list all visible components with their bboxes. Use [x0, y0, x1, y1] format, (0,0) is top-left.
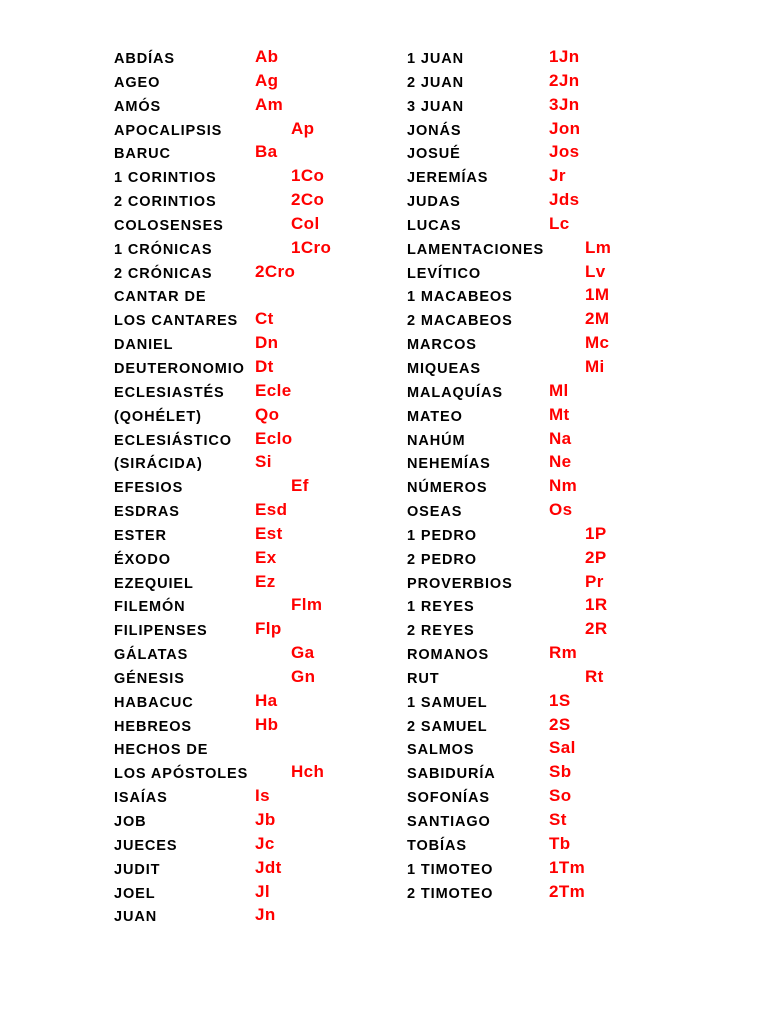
book-abbreviation: Dt — [255, 356, 274, 376]
book-name: GÁLATAS — [114, 647, 189, 664]
book-name: 1 PEDRO — [407, 527, 477, 544]
book-name: 2 PEDRO — [407, 551, 477, 568]
book-name: AMÓS — [114, 98, 162, 115]
book-name: 2 JUAN — [407, 74, 464, 91]
book-abbreviation: Mi — [585, 356, 605, 376]
book-abbreviation: 2Jn — [549, 70, 580, 90]
book-name: NEHEMÍAS — [407, 456, 491, 473]
book-name: 2 CORINTIOS — [114, 194, 217, 211]
book-abbreviation: 2M — [585, 309, 610, 329]
book-abbreviation: Ef — [291, 476, 309, 496]
book-abbreviation: Hb — [255, 714, 279, 734]
book-name: 1 MACABEOS — [407, 289, 513, 306]
book-abbreviation: 1M — [585, 285, 610, 305]
book-abbreviation: Rm — [549, 643, 578, 663]
book-abbreviation: Ab — [255, 47, 279, 66]
book-abbreviation: Jb — [255, 810, 276, 829]
book-name: FILIPENSES — [114, 623, 208, 640]
book-abbreviation: Si — [255, 452, 272, 472]
book-name: DANIEL — [114, 337, 174, 354]
book-name: JUDIT — [114, 861, 161, 878]
book-abbreviation: Col — [291, 213, 320, 233]
book-name: JUAN — [114, 909, 158, 926]
book-name: JOEL — [114, 885, 156, 902]
book-name: TOBÍAS — [407, 837, 467, 854]
book-abbreviation: Mt — [549, 404, 570, 424]
book-name: JUECES — [114, 837, 178, 854]
book-abbreviation: Gn — [291, 666, 316, 686]
book-name: 2 TIMOTEO — [407, 885, 494, 902]
book-abbreviation: Jdt — [255, 857, 282, 877]
book-name: RUT — [407, 670, 440, 687]
book-abbreviation: Lv — [585, 261, 606, 281]
book-abbreviation: 1Co — [291, 166, 325, 186]
book-abbreviation: Ap — [291, 118, 315, 138]
book-abbreviation: Ct — [255, 309, 274, 329]
book-abbreviation: Os — [549, 500, 573, 520]
book-abbreviation: Jn — [255, 905, 276, 925]
book-abbreviation: 1P — [585, 523, 607, 543]
book-name: 2 SAMUEL — [407, 718, 488, 735]
book-abbreviation: Flp — [255, 619, 282, 639]
book-name: LOS CANTARES — [114, 313, 239, 330]
book-name: ABDÍAS — [114, 51, 175, 67]
book-name: HABACUC — [114, 694, 194, 711]
book-name: NÚMEROS — [407, 480, 488, 497]
book-name: LEVÍTICO — [407, 265, 482, 282]
book-abbreviation: Mc — [585, 333, 610, 353]
book-abbreviation: Ag — [255, 70, 279, 90]
book-name: ESTER — [114, 527, 167, 544]
book-abbreviation: 2Tm — [549, 881, 586, 901]
book-name: 3 JUAN — [407, 98, 464, 115]
book-abbreviation: 2Co — [291, 190, 325, 210]
book-name: GÉNESIS — [114, 670, 185, 687]
book-name: APOCALIPSIS — [114, 122, 223, 139]
book-name: 1 REYES — [407, 599, 475, 616]
book-name: 2 REYES — [407, 623, 475, 640]
book-name: EZEQUIEL — [114, 575, 194, 592]
book-abbreviation: Pr — [585, 571, 604, 591]
book-abbreviation: Ha — [255, 690, 278, 710]
book-abbreviation: 1Cro — [291, 237, 332, 257]
book-abbreviation: Jds — [549, 190, 580, 210]
book-abbreviation: Is — [255, 786, 270, 806]
book-name: ECLESIASTÉS — [114, 384, 225, 401]
book-abbreviation: Ba — [255, 142, 278, 162]
book-name: ISAÍAS — [114, 790, 168, 807]
book-name: (QOHÉLET) — [114, 408, 202, 425]
book-abbreviation: Jl — [255, 881, 270, 901]
book-name: LAMENTACIONES — [407, 241, 545, 258]
book-abbreviation: Hch — [291, 762, 325, 782]
book-name: BARUC — [114, 146, 171, 163]
book-abbreviation: Am — [255, 94, 284, 114]
book-abbreviation: Ga — [291, 643, 315, 663]
book-name: SALMOS — [407, 742, 475, 759]
book-abbreviation: Esd — [255, 500, 288, 520]
book-abbreviation: Jon — [549, 118, 581, 138]
book-name: (SIRÁCIDA) — [114, 456, 203, 473]
book-abbreviation: Jos — [549, 142, 580, 162]
book-name: ÉXODO — [114, 551, 171, 568]
book-name: 1 CRÓNICAS — [114, 241, 213, 258]
book-name: JOB — [114, 814, 147, 830]
book-name: LUCAS — [407, 217, 462, 234]
book-name: SABIDURÍA — [407, 766, 496, 783]
book-abbreviation: Sb — [549, 762, 572, 782]
book-abbreviation: Ex — [255, 547, 277, 567]
book-abbreviation: Ml — [549, 380, 569, 400]
book-name: COLOSENSES — [114, 217, 224, 234]
book-abbreviation: Sal — [549, 738, 576, 758]
book-name: HECHOS DE — [114, 742, 209, 759]
book-name: 1 TIMOTEO — [407, 861, 494, 878]
book-name: NAHÚM — [407, 432, 466, 449]
book-name: JEREMÍAS — [407, 170, 489, 187]
book-abbreviation: Ne — [549, 452, 572, 472]
book-name: DEUTERONOMIO — [114, 360, 245, 377]
book-abbreviation: Dn — [255, 333, 279, 353]
book-abbreviation: Nm — [549, 476, 578, 496]
book-name: FILEMÓN — [114, 599, 186, 616]
book-name: OSEAS — [407, 504, 463, 521]
book-abbreviation: So — [549, 786, 572, 806]
book-name: 2 MACABEOS — [407, 313, 513, 330]
book-abbreviation: Lc — [549, 213, 570, 233]
book-abbreviation: Ecle — [255, 380, 292, 400]
book-abbreviation: Jc — [255, 833, 275, 853]
book-abbreviation: 2R — [585, 619, 608, 639]
book-name: 1 CORINTIOS — [114, 170, 217, 187]
book-name: MATEO — [407, 408, 463, 425]
book-abbreviation: 2S — [549, 714, 571, 734]
book-abbreviation: Flm — [291, 595, 323, 615]
book-name: HEBREOS — [114, 718, 193, 735]
book-name: JUDAS — [407, 194, 461, 211]
book-name: 2 CRÓNICAS — [114, 265, 213, 282]
book-abbreviation: Ez — [255, 571, 276, 591]
book-abbreviation: 1R — [585, 595, 608, 615]
book-abbreviation: Jr — [549, 166, 566, 186]
book-abbreviation: Est — [255, 523, 283, 543]
book-name: JOSUÉ — [407, 146, 461, 163]
book-abbreviation: Lm — [585, 237, 612, 257]
book-abbreviation: Qo — [255, 404, 280, 424]
book-abbreviation: 3Jn — [549, 94, 580, 114]
book-name: ROMANOS — [407, 647, 490, 664]
book-abbreviation: Na — [549, 428, 572, 448]
book-name: SANTIAGO — [407, 814, 491, 830]
book-name: 1 SAMUEL — [407, 694, 488, 711]
book-name: EFESIOS — [114, 480, 184, 497]
book-name: AGEO — [114, 74, 161, 91]
book-name: MARCOS — [407, 337, 477, 354]
book-abbreviation: 1Jn — [549, 47, 580, 66]
book-abbreviation: 2P — [585, 547, 607, 567]
book-name: 1 JUAN — [407, 51, 464, 67]
book-abbreviation: St — [549, 810, 567, 829]
book-name: JONÁS — [407, 122, 462, 139]
book-name: PROVERBIOS — [407, 575, 513, 592]
book-name: ESDRAS — [114, 504, 180, 521]
book-abbreviation: 1S — [549, 690, 571, 710]
book-name: CANTAR DE — [114, 289, 207, 306]
book-name: MIQUEAS — [407, 360, 481, 377]
book-name: MALAQUÍAS — [407, 384, 503, 401]
book-abbreviation: Eclo — [255, 428, 293, 448]
book-abbreviation: Rt — [585, 666, 604, 686]
book-abbreviation: Tb — [549, 833, 571, 853]
book-abbreviation: 2Cro — [255, 261, 296, 281]
book-name: ECLESIÁSTICO — [114, 432, 232, 449]
book-name: LOS APÓSTOLES — [114, 766, 249, 783]
book-abbreviation: 1Tm — [549, 857, 586, 877]
book-name: SOFONÍAS — [407, 790, 490, 807]
